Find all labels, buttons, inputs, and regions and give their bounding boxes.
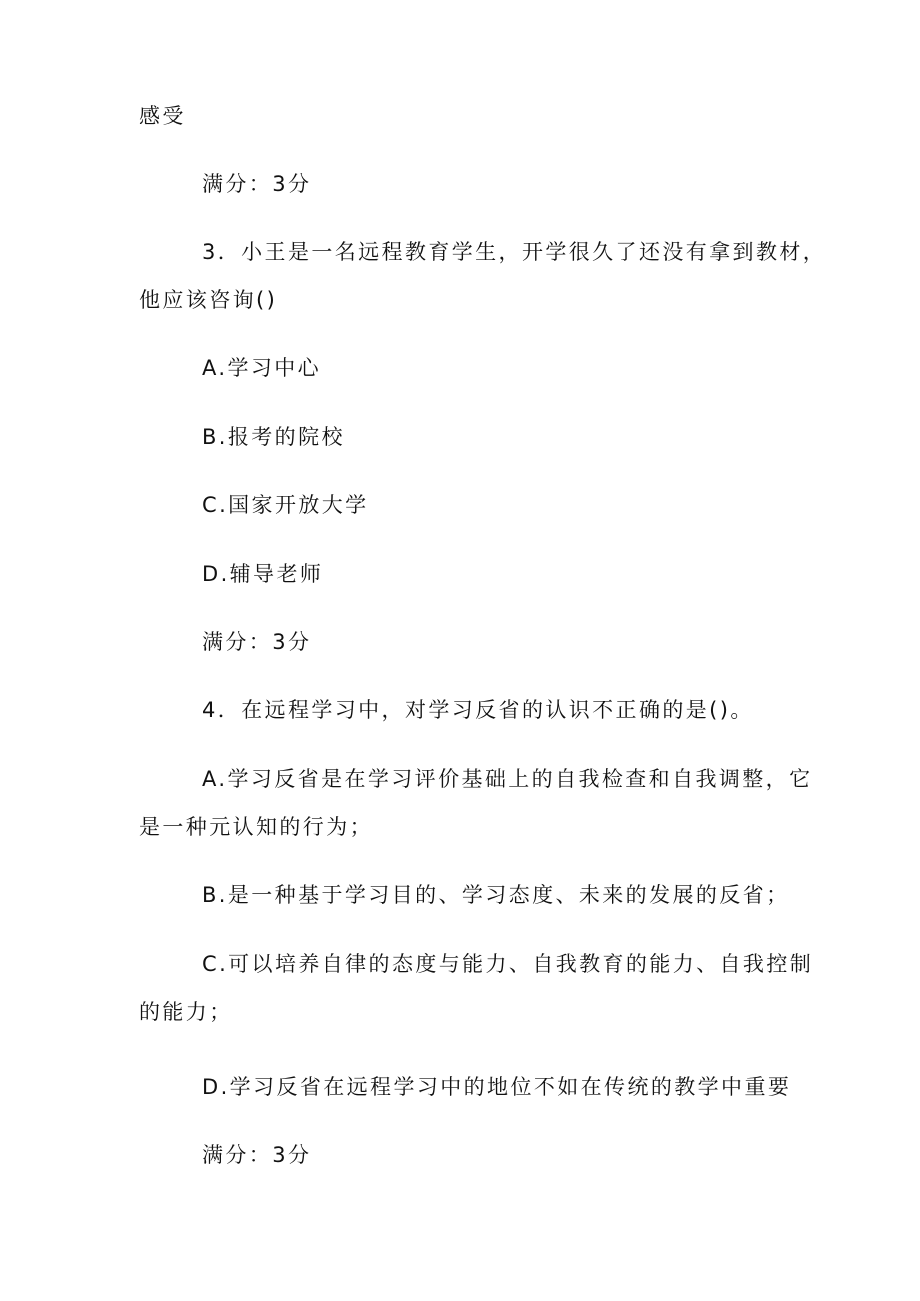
question-3-option-d: D.辅导老师 — [202, 562, 324, 586]
question-3-option-c: C.国家开放大学 — [202, 493, 369, 517]
question-3-option-a: A.学习中心 — [202, 356, 322, 380]
question-3-option-b: B.报考的院校 — [202, 425, 345, 449]
question-3-stem: 3．小王是一名远程教育学生，开学很久了还没有拿到教材， — [202, 240, 827, 264]
question-4-option-d: D.学习反省在远程学习中的地位不如在传统的教学中重要 — [202, 1075, 792, 1099]
question-4-option-a: A.学习反省是在学习评价基础上的自我检查和自我调整，它 — [202, 767, 813, 791]
question-4-option-c-continued: 的能力； — [139, 1000, 233, 1024]
question-4-option-c: C.可以培养自律的态度与能力、自我教育的能力、自我控制 — [202, 952, 814, 976]
question-4-stem: 4．在远程学习中，对学习反省的认识不正确的是()。 — [202, 698, 754, 722]
question-4-option-b: B.是一种基于学习目的、学习态度、未来的发展的反省； — [202, 883, 790, 907]
score-label: 满分：3分 — [202, 1143, 312, 1167]
score-label: 满分：3分 — [202, 630, 312, 654]
score-label: 满分：3分 — [202, 172, 312, 196]
continuation-text: 感受 — [139, 104, 186, 128]
question-4-option-a-continued: 是一种元认知的行为； — [139, 815, 373, 839]
question-3-stem-continued: 他应该咨询() — [139, 288, 278, 312]
